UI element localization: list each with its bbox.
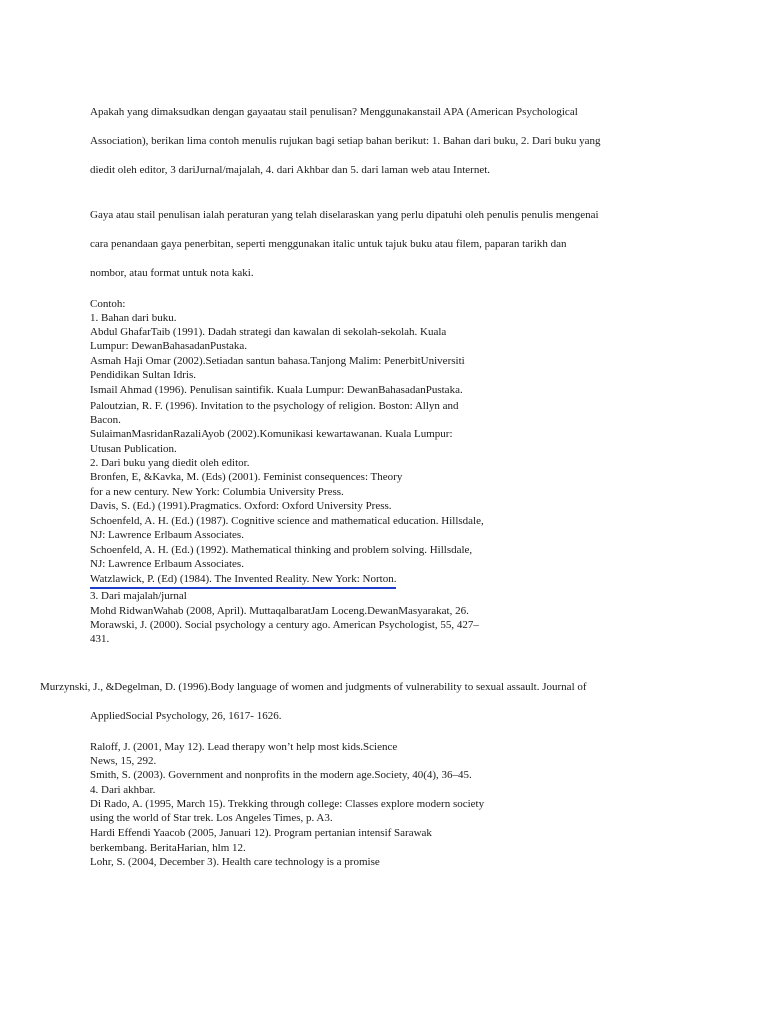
reference-line: Utusan Publication. [90,443,177,455]
reference-line: Bronfen, E, &Kavka, M. (Eds) (2001). Feminist consequences: Theory [90,471,403,483]
definition-line: Gaya atau stail penulisan ialah peraturan yang telah diselaraskan yang perlu dipatuhi oleh penulis penulis mengenai [90,209,599,221]
reference-line: Lohr, S. (2004, December 3). Health care technology is a promise [90,856,380,868]
section-heading: 2. Dari buku yang diedit oleh editor. [90,457,250,469]
reference-line: Morawski, J. (2000). Social psychology a century ago. American Psychologist, 55, 427– [90,619,479,631]
reference-line-underlined: Watzlawick, P. (Ed) (1984). The Invented Reality. New York: Norton. [90,573,397,585]
reference-line: Abdul GhafarTaib (1991). Dadah strategi dan kawalan di sekolah-sekolah. Kuala [90,326,447,338]
reference-line: Di Rado, A. (1995, March 15). Trekking through college: Classes explore modern society [90,798,485,810]
reference-line: Raloff, J. (2001, May 12). Lead therapy won’t help most kids.Science [90,741,398,753]
definition-line: cara penandaan gaya penerbitan, seperti menggunakan italic untuk tajuk buku atau filem, paparan tarikh dan [90,238,567,250]
reference-line: Schoenfeld, A. H. (Ed.) (1992). Mathematical thinking and problem solving. Hillsdale, [90,544,473,556]
reference-line: AppliedSocial Psychology, 26, 1617- 1626. [90,710,282,722]
reference-line: Ismail Ahmad (1996). Penulisan saintifik. Kuala Lumpur: DewanBahasadanPustaka. [90,384,463,396]
reference-line: 431. [90,633,110,645]
reference-line: Mohd RidwanWahab (2008, April). MuttaqalbaratJam Loceng.DewanMasyarakat, 26. [90,605,469,617]
question-line: Association), berikan lima contoh menulis rujukan bagi setiap bahan berikut: 1. Bahan dari buku, 2. Dari buku yang [90,135,601,147]
reference-line: Asmah Haji Omar (2002).Setiadan santun bahasa.Tanjong Malim: PenerbitUniversiti [90,355,465,367]
reference-line: Smith, S. (2003). Government and nonprofits in the modern age.Society, 40(4), 36–45. [90,769,472,781]
reference-line: Hardi Effendi Yaacob (2005, Januari 12). Program pertanian intensif Sarawak [90,827,432,839]
section-heading: 1. Bahan dari buku. [90,312,177,324]
section-heading: 4. Dari akhbar. [90,784,156,796]
reference-line: Pendidikan Sultan Idris. [90,369,197,381]
reference-line: NJ: Lawrence Erlbaum Associates. [90,558,244,570]
reference-line: Schoenfeld, A. H. (Ed.) (1987). Cognitive science and mathematical education. Hillsdale, [90,515,484,527]
reference-line: Lumpur: DewanBahasadanPustaka. [90,340,248,352]
reference-line: News, 15, 292. [90,755,157,767]
question-line: Apakah yang dimaksudkan dengan gayaatau stail penulisan? Menggunakanstail APA (American Psychological [90,106,578,118]
reference-line: for a new century. New York: Columbia University Press. [90,486,344,498]
reference-line: Paloutzian, R. F. (1996). Invitation to the psychology of religion. Boston: Allyn and [90,400,459,412]
examples-heading: Contoh: [90,298,126,310]
definition-line: nombor, atau format untuk nota kaki. [90,267,254,279]
question-line: diedit oleh editor, 3 dariJurnal/majalah, 4. dari Akhbar dan 5. dari laman web atau Internet. [90,164,491,176]
reference-line: Davis, S. (Ed.) (1991).Pragmatics. Oxford: Oxford University Press. [90,500,392,512]
reference-line: NJ: Lawrence Erlbaum Associates. [90,529,244,541]
reference-line: berkembang. BeritaHarian, hlm 12. [90,842,246,854]
reference-line: SulaimanMasridanRazaliAyob (2002).Komunikasi kewartawanan. Kuala Lumpur: [90,428,453,440]
reference-line: Murzynski, J., &Degelman, D. (1996).Body language of women and judgments of vulnerability to sexual assault. Journal of [40,681,587,693]
reference-line: Bacon. [90,414,121,426]
section-heading: 3. Dari majalah/jurnal [90,590,187,602]
reference-line: using the world of Star trek. Los Angeles Times, p. A3. [90,812,333,824]
